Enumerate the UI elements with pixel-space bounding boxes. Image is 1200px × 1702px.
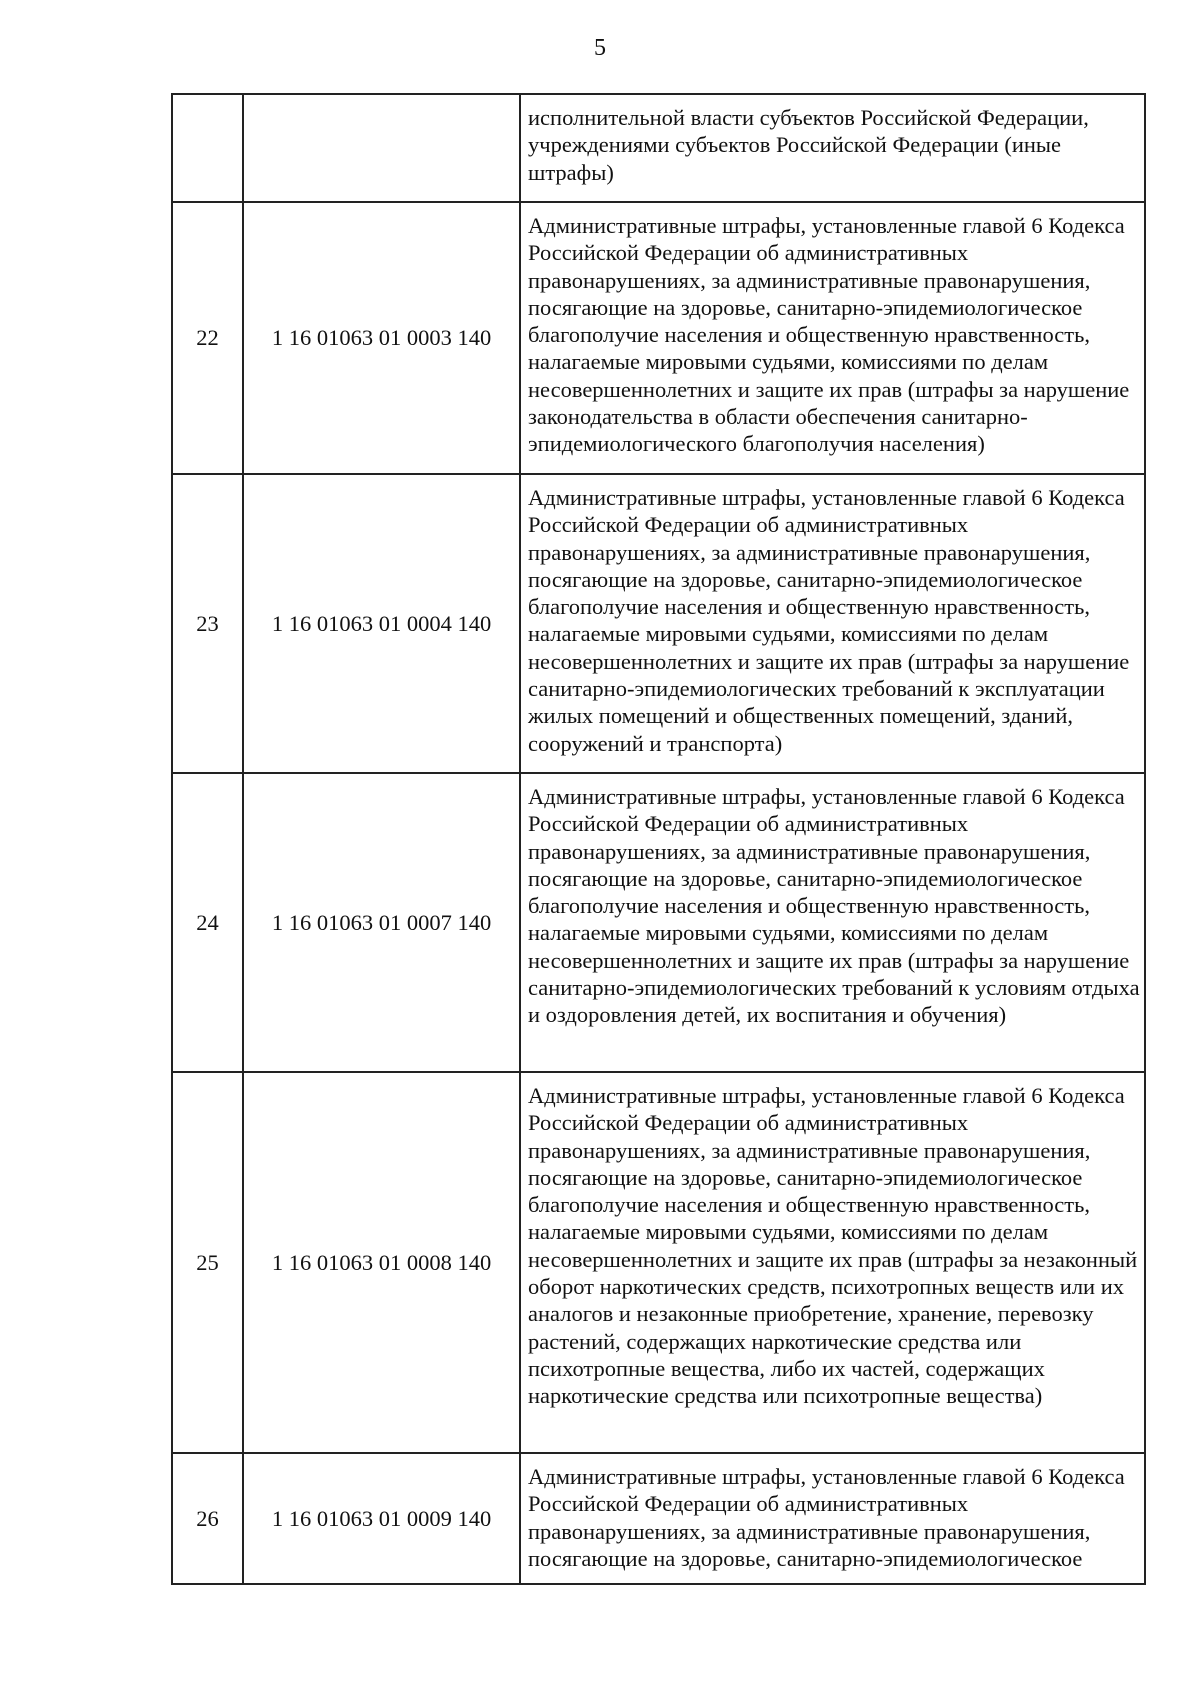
revenue-code: 1 16 01063 01 0008 140: [243, 1072, 520, 1453]
revenue-code: 1 16 01063 01 0007 140: [243, 773, 520, 1072]
row-number: 24: [172, 773, 243, 1072]
revenue-description: исполнительной власти субъектов Российской Федерации, учреждениями субъектов Российской Федерации (иные штрафы): [520, 94, 1145, 202]
revenue-code: 1 16 01063 01 0004 140: [243, 474, 520, 773]
revenue-description: Административные штрафы, установленные главой 6 Кодекса Российской Федерации об административных правонарушениях, за административные правонарушения, посягающие на здоровье, санитарно-эпидемиологическое благополучие населения и общественную нравственность, налагаемые мировыми судьями, комиссиями по делам несовершеннолетних и защите их прав (штрафы за нарушение санитарно-эпидемиологических требований к эксплуатации жилых помещений и общественных помещений, зданий, сооружений и транспорта): [520, 474, 1145, 773]
row-number: 22: [172, 202, 243, 474]
table-row: [172, 202, 1145, 474]
table-row: [172, 474, 1145, 773]
row-number: 25: [172, 1072, 243, 1453]
revenue-code: 1 16 01063 01 0009 140: [243, 1453, 520, 1584]
revenue-description: Административные штрафы, установленные главой 6 Кодекса Российской Федерации об административных правонарушениях, за административные правонарушения, посягающие на здоровье, санитарно-эпидемиологическое: [520, 1453, 1145, 1584]
table-row: [172, 94, 1145, 202]
revenue-description: Административные штрафы, установленные главой 6 Кодекса Российской Федерации об административных правонарушениях, за административные правонарушения, посягающие на здоровье, санитарно-эпидемиологическое благополучие населения и общественную нравственность, налагаемые мировыми судьями, комиссиями по делам несовершеннолетних и защите их прав (штрафы за незаконный оборот наркотических средств, психотропных веществ или их аналогов и незаконные приобретение, хранение, перевозку растений, содержащих наркотические средства или психотропные вещества, либо их частей, содержащих наркотические средства или психотропные вещества): [520, 1072, 1145, 1453]
table-row: [172, 1072, 1145, 1453]
table-row: [172, 1453, 1145, 1584]
revenue-code: [243, 94, 520, 202]
revenue-codes-table: [171, 93, 1146, 1585]
revenue-code: 1 16 01063 01 0003 140: [243, 202, 520, 474]
row-number: 26: [172, 1453, 243, 1584]
table-row: [172, 773, 1145, 1072]
revenue-description: Административные штрафы, установленные главой 6 Кодекса Российской Федерации об административных правонарушениях, за административные правонарушения, посягающие на здоровье, санитарно-эпидемиологическое благополучие населения и общественную нравственность, налагаемые мировыми судьями, комиссиями по делам несовершеннолетних и защите их прав (штрафы за нарушение санитарно-эпидемиологических требований к условиям отдыха и оздоровления детей, их воспитания и обучения): [520, 773, 1145, 1072]
row-number: 23: [172, 474, 243, 773]
page-number: 5: [594, 35, 606, 61]
row-number: [172, 94, 243, 202]
revenue-description: Административные штрафы, установленные главой 6 Кодекса Российской Федерации об административных правонарушениях, за административные правонарушения, посягающие на здоровье, санитарно-эпидемиологическое благополучие населения и общественную нравственность, налагаемые мировыми судьями, комиссиями по делам несовершеннолетних и защите их прав (штрафы за нарушение законодательства в области обеспечения санитарно-эпидемиологического благополучия населения): [520, 202, 1145, 474]
